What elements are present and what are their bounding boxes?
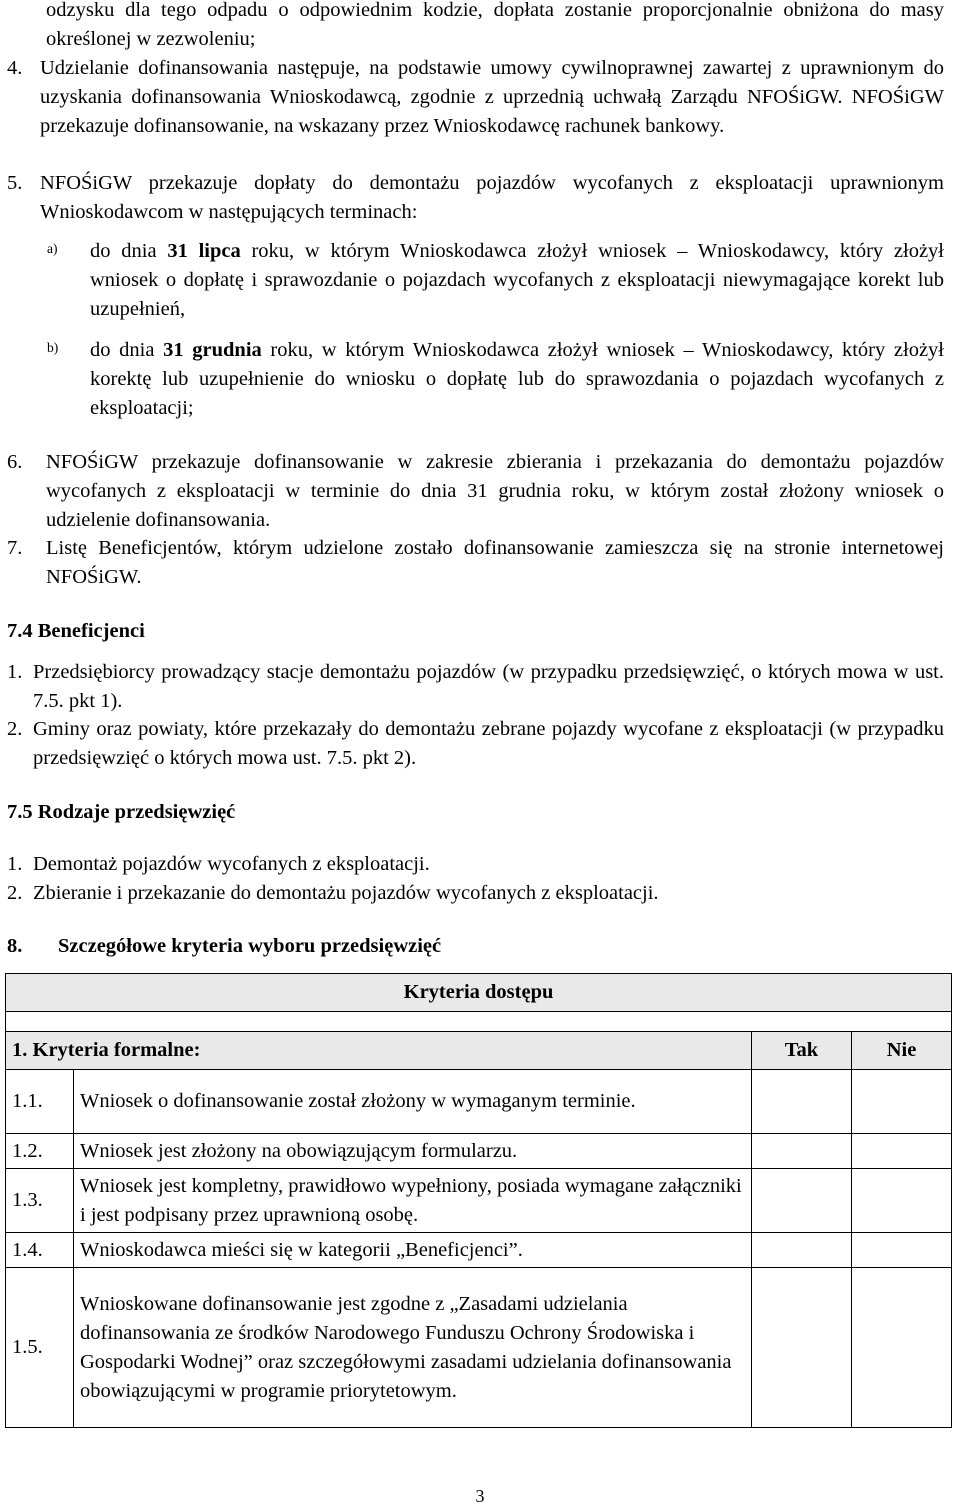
table-spacer (6, 1012, 952, 1032)
row-no-cell (852, 1233, 952, 1268)
row-text: Wniosek o dofinansowanie został złożony w wymaganym terminie. (74, 1070, 752, 1134)
row-yes-cell (752, 1169, 852, 1233)
criteria-table (5, 973, 952, 1428)
item-6-number: 6. (7, 451, 23, 473)
table-col-no: Nie (852, 1032, 952, 1070)
row-number: 1.1. (6, 1070, 74, 1134)
row-yes-cell (752, 1134, 852, 1169)
table-col-yes: Tak (752, 1032, 852, 1070)
row-number: 1.5. (6, 1268, 74, 1428)
row-no-cell (852, 1134, 952, 1169)
table-row (6, 1268, 952, 1428)
sec74-item-1-number: 1. (7, 661, 23, 683)
item-5b-post: roku, w którym Wnioskodawca złożył wniosek – Wnioskodawcy, który złożył korektę lub uzupełnienie do wniosku o dopłatę lub do sprawozdania o pojazdach wycofanych z eksploatacji; (90, 339, 945, 419)
sec75-item-2-number: 2. (7, 882, 23, 904)
item-7-number: 7. (7, 537, 23, 559)
table-row (6, 1233, 952, 1268)
item-5-text: NFOŚiGW przekazuje dopłaty do demontażu pojazdów wycofanych z eksploatacji uprawnionym Wnioskodawcom w następujących terminach: (40, 172, 944, 223)
item-7-text: Listę Beneficjentów, którym udzielone zostało dofinansowanie zamieszcza się na stronie internetowej NFOŚiGW. (46, 537, 944, 588)
table-spacer-row (6, 1012, 952, 1032)
item-5a-label: a) (47, 241, 58, 256)
item-5b-text (90, 336, 944, 423)
sec74-item-1-text: Przedsiębiorcy prowadzący stacje demontażu pojazdów (w przypadku przedsięwzięć, o których mowa w ust. 7.5. pkt 1). (33, 661, 944, 712)
section-8-heading: Szczegółowe kryteria wyboru przedsięwzięć (58, 935, 442, 957)
item-5a-pre: do dnia (90, 240, 168, 262)
table-row (6, 1070, 952, 1134)
item-4-number: 4. (7, 57, 23, 79)
item-5b-date: 31 grudnia (163, 339, 262, 361)
sec74-item-2-number: 2. (7, 718, 23, 740)
item-5b-pre: do dnia (90, 339, 164, 361)
row-text: Wniosek jest kompletny, prawidłowo wypełniony, posiada wymagane załączniki i jest podpisany przez uprawnioną osobę. (74, 1169, 752, 1233)
item-5a-text (90, 237, 944, 324)
table-row (6, 1134, 952, 1169)
row-no-cell (852, 1169, 952, 1233)
item-5-number: 5. (7, 172, 23, 194)
row-number: 1.4. (6, 1233, 74, 1268)
item-4-text: Udzielanie dofinansowania następuje, na podstawie umowy cywilnoprawnej zawartej z uprawnionym do uzyskania dofinansowania Wnioskodawcą, zgodnie z uprzednią uchwałą Zarządu NFOŚiGW. NFOŚiGW przekazuje dofinansowanie, na wskazany przez Wnioskodawcę rachunek bankowy. (40, 57, 944, 137)
row-no-cell (852, 1070, 952, 1134)
row-text: Wniosek jest złożony na obowiązującym formularzu. (74, 1134, 752, 1169)
row-text: Wnioskowane dofinansowanie jest zgodne z „Zasadami udzielania dofinansowania ze środków Narodowego Funduszu Ochrony Środowiska i Gospodarki Wodnej” oraz szczegółowymi zasadami udzielania dofinansowania obowiązującymi w programie priorytetowym. (74, 1268, 752, 1428)
item-5a-post: roku, w którym Wnioskodawca złożył wniosek – Wnioskodawcy, który złożył wniosek o dopłatę i sprawozdanie o pojazdach wycofanych z eksploatacji niewymagające korekt lub uzupełnień, (90, 240, 944, 320)
paragraph-continuation: odzysku dla tego odpadu o odpowiednim kodzie, dopłata zostanie proporcjonalnie obniżona do masy określonej w zezwoleniu; (46, 0, 944, 50)
row-no-cell (852, 1268, 952, 1428)
section-8-number: 8. (7, 935, 23, 957)
row-text: Wnioskodawca mieści się w kategorii „Beneficjenci”. (74, 1233, 752, 1268)
sec75-item-2-text: Zbieranie i przekazanie do demontażu pojazdów wycofanych z eksploatacji. (33, 882, 659, 904)
table-title: Kryteria dostępu (6, 974, 952, 1012)
sec74-item-2-text: Gminy oraz powiaty, które przekazały do demontażu zebrane pojazdy wycofane z eksploatacji (w przypadku przedsięwzięć o których mowa ust. 7.5. pkt 2). (33, 718, 944, 769)
item-5b-label: b) (47, 340, 59, 355)
item-6-text: NFOŚiGW przekazuje dofinansowanie w zakresie zbierania i przekazania do demontażu pojazdów wycofanych z eksploatacji w terminie do dnia 31 grudnia roku, w którym został złożony wniosek o udzielenie dofinansowania. (46, 451, 944, 531)
row-number: 1.2. (6, 1134, 74, 1169)
table-group-label: 1. Kryteria formalne: (6, 1032, 752, 1070)
table-group-row (6, 1032, 952, 1070)
section-7-4-heading: 7.4 Beneficjenci (7, 620, 145, 642)
page-number: 3 (475, 1486, 485, 1506)
row-yes-cell (752, 1070, 852, 1134)
table-row (6, 1169, 952, 1233)
table-title-row (6, 974, 952, 1012)
row-yes-cell (752, 1268, 852, 1428)
sec75-item-1-number: 1. (7, 853, 23, 875)
item-5a-date: 31 lipca (167, 240, 241, 262)
row-yes-cell (752, 1233, 852, 1268)
sec75-item-1-text: Demontaż pojazdów wycofanych z eksploatacji. (33, 853, 430, 875)
row-number: 1.3. (6, 1169, 74, 1233)
section-7-5-heading: 7.5 Rodzaje przedsięwzięć (7, 801, 236, 823)
